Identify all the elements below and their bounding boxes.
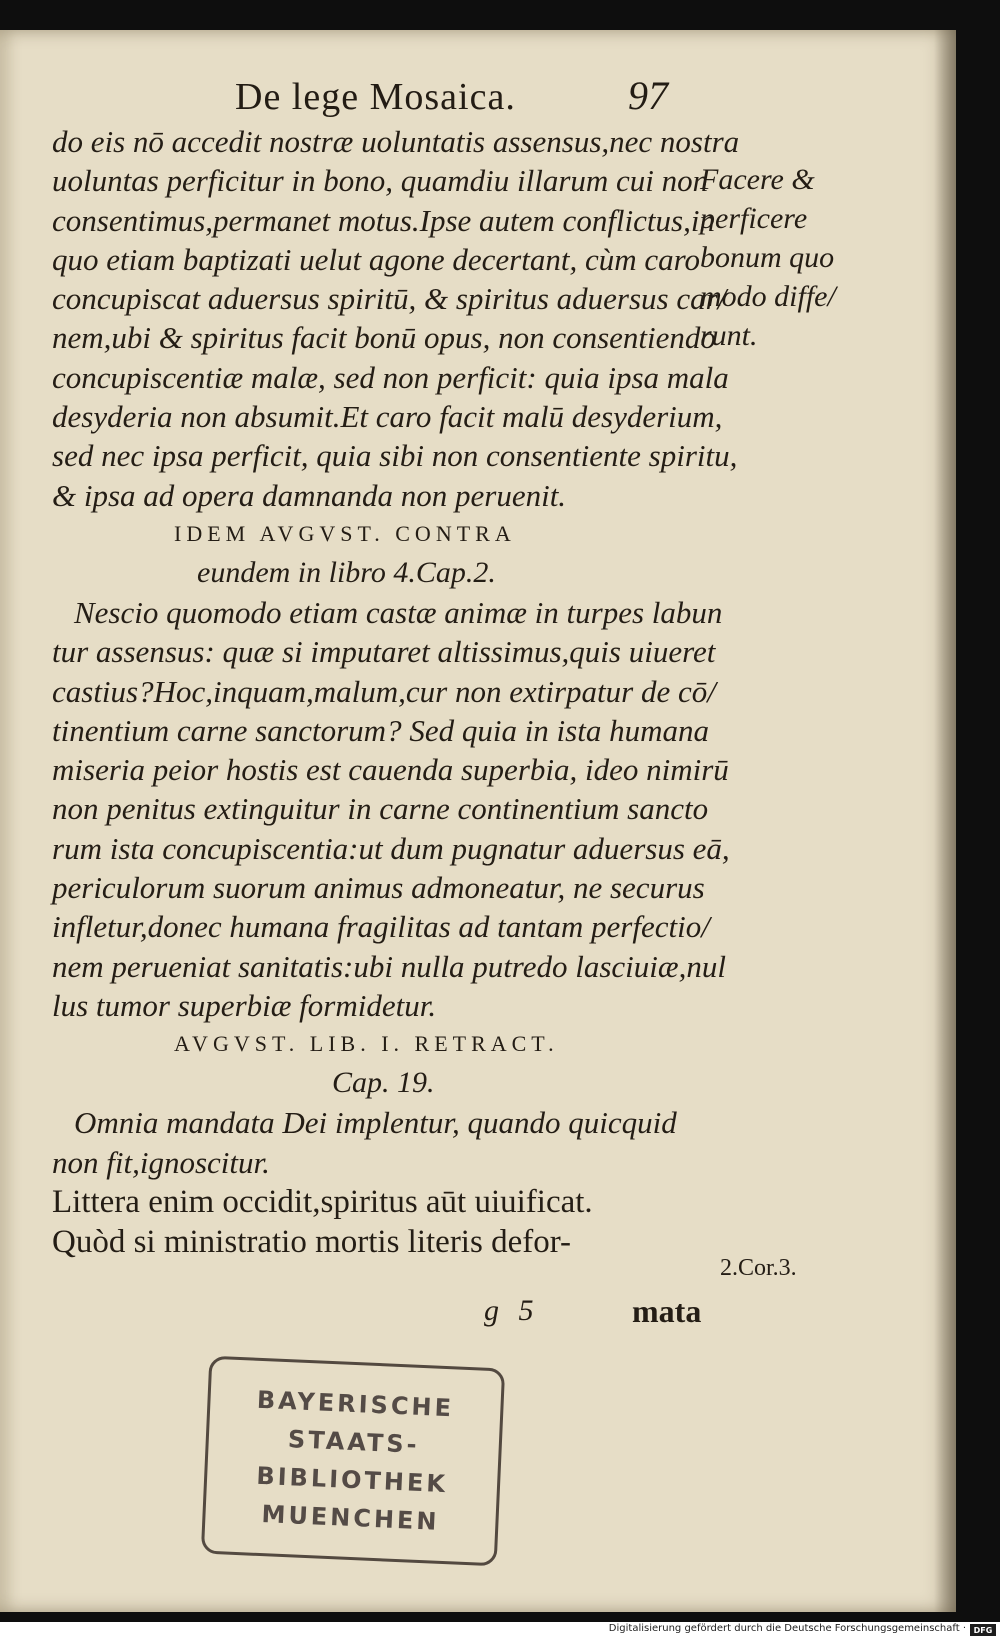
text-line: tinentium carne sanctorum? Sed quia in ista humana [52, 712, 709, 748]
page-edge-shadow [934, 30, 956, 1612]
text-line: nem,ubi & spiritus facit bonū opus, non consentiendo [52, 320, 716, 356]
text-line: desyderia non absumit.Et caro facit malū desyderium, [52, 399, 723, 435]
text-line: concupiscentiæ malæ, sed non perficit: quia ipsa mala [52, 359, 729, 395]
text-line: sed nec ipsa perficit, quia sibi non consentiente spiritu, [52, 438, 738, 474]
text-line: do eis nō accedit nostræ uoluntatis assensus,nec nostra [52, 124, 740, 159]
text-line: consentimus,permanet motus.Ipse autem conflictus,in [52, 202, 715, 238]
section-heading: AVGVST. LIB. I. RETRACT. [174, 1031, 559, 1057]
text-line: non fit,ignoscitur. [52, 1144, 270, 1180]
section-subheading: eundem in libro 4.Cap.2. [197, 555, 496, 589]
text-line: non penitus extinguitur in carne continentium sancto [52, 791, 709, 827]
page-number: 97 [628, 73, 668, 118]
stamp-text: STAATS- [287, 1425, 421, 1459]
text-line: miseria peior hostis est cauenda superbia, ideo nimirū [52, 752, 729, 788]
library-stamp [201, 1356, 505, 1567]
margin-note: runt. [700, 319, 758, 352]
section-heading: IDEM AVGVST. CONTRA [174, 520, 516, 546]
margin-note: modo diffe/ [700, 280, 836, 313]
section-subheading: Cap. 19. [332, 1066, 435, 1100]
running-head: De lege Mosaica. [235, 76, 516, 118]
margin-note: perficere [700, 202, 808, 235]
margin-note: Facere & [700, 163, 815, 196]
text-line: castius?Hoc,inquam,malum,cur non extirpatur de cō/ [52, 673, 716, 709]
text-line: Omnia mandata Dei implentur, quando quicquid [74, 1105, 677, 1141]
catchword: mata [632, 1293, 702, 1329]
text-line: infletur,donec humana fragilitas ad tantam perfectio/ [52, 909, 710, 945]
text-line: quo etiam baptizati uelut agone decertant, cùm caro [52, 241, 701, 277]
text-line: concupiscat aduersus spiritū, & spiritus aduersus car/ [52, 281, 727, 317]
text-line: Quòd si ministratio mortis literis defor- [52, 1223, 572, 1260]
text-line: Littera enim occidit,spiritus aūt uiuificat. [52, 1183, 593, 1220]
dfg-logo: DFG [970, 1624, 996, 1636]
margin-note: bonum quo [700, 241, 835, 274]
text-line: & ipsa ad opera damnanda non peruenit. [52, 477, 567, 513]
text-line: rum ista concupiscentia:ut dum pugnatur aduersus eā, [52, 830, 730, 866]
stamp-text: BIBLIOTHEK [255, 1461, 449, 1499]
margin-note: 2.Cor.3. [720, 1255, 797, 1281]
text-line: nem perueniat sanitatis:ubi nulla putredo lasciuiæ,nul [52, 948, 726, 984]
text-line: tur assensus: quæ si imputaret altissimus,quis uiueret [52, 634, 716, 670]
text-line: Nescio quomodo etiam castæ animæ in turpes labun [74, 594, 723, 630]
stamp-text: MUENCHEN [260, 1500, 441, 1536]
stamp-text: BAYERISCHE [256, 1385, 455, 1423]
text-line: periculorum suorum animus admoneatur, ne securus [52, 870, 705, 906]
signature-mark: g 5 [484, 1294, 540, 1327]
text-line: uoluntas perficitur in bono, quamdiu illarum cui non [52, 163, 709, 199]
text-line: lus tumor superbiæ formidetur. [52, 987, 437, 1023]
footer-credit: Digitalisierung gefördert durch die Deutsche Forschungsgemeinschaft · [608, 1623, 966, 1634]
